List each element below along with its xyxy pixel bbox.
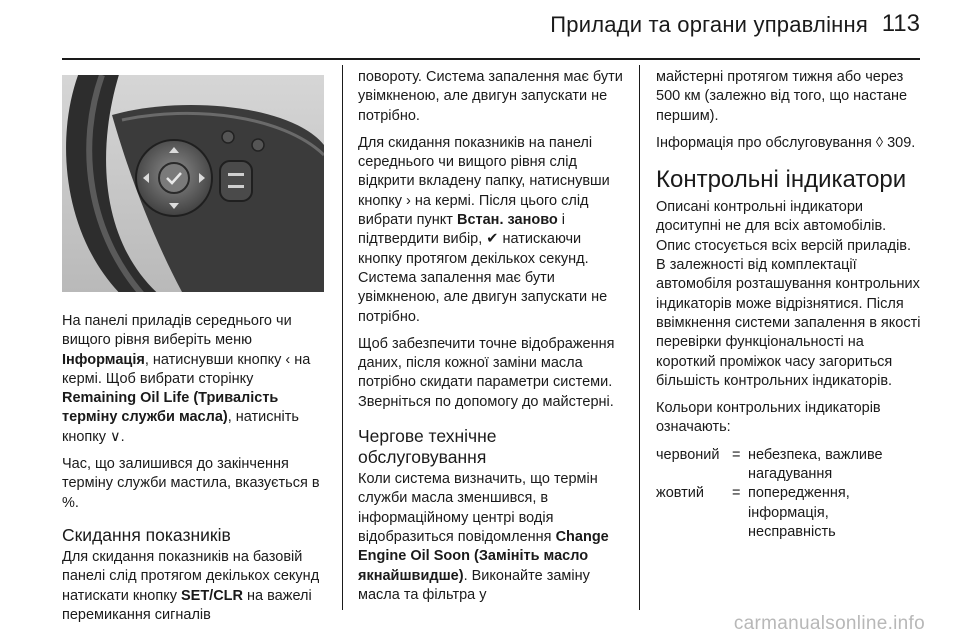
workshop-text: майстерні протягом тижня або через 500 км (залежно від того, що настане першим).: [656, 69, 908, 124]
header-title: Прилади та органи управління: [550, 12, 868, 37]
service-heading: Чергове технічне обслуговування: [358, 426, 497, 468]
definition-equals: =: [732, 485, 741, 502]
set-clr-label: SET/CLR: [180, 587, 244, 604]
reset-basic-text: Для скидання показників на базовій панелі слід протягом декількох секунд натискати кнопку SET/CLR на важелі перемикання сигналів: [62, 548, 320, 623]
definition-term: червоний: [656, 446, 720, 463]
steering-wheel-figure: [62, 75, 324, 292]
header-rule: [62, 58, 920, 60]
ignition-text: повороту. Система запалення має бути увімкненою, але двигун запускати не потрібно.: [358, 69, 623, 124]
color-definitions: [656, 446, 922, 542]
definition-term: жовтий: [656, 485, 704, 502]
definition-description: небезпека, важливе нагадування: [748, 446, 883, 483]
reset-heading: Скидання показників: [62, 524, 231, 545]
definition-description: попередження, інформація, несправність: [748, 485, 850, 540]
watermark: carmanualsonline.info: [733, 613, 925, 634]
indicators-heading: Контрольні індикатори: [656, 166, 907, 194]
column-divider-2: [639, 65, 640, 610]
definition-row: [656, 446, 922, 485]
steering-wheel-controls-illustration: [62, 75, 324, 292]
reset-advanced-text: Для скидання показників на панелі середнього чи вищого рівня слід відкрити вкладену папку, натиснувши кнопку › на кермі. Після цього слід вибрати пункт Встан. заново і підтвердити вибір, ✔ натискаючи кнопку протягом декількох секунд. Система запалення має бути увімкненою, але двигун запускати не потрібно.: [358, 134, 610, 325]
service-info-reference: Інформація про обслуговування ◊ 309.: [656, 134, 916, 151]
reset-menu-label: Встан. заново: [456, 212, 558, 229]
info-menu-label: Інформація: [62, 351, 145, 368]
change-oil-message-label: Change Engine Oil Soon (Замініть масло якнайшвидше): [358, 528, 609, 584]
definition-equals: =: [732, 446, 741, 463]
column-2: [358, 68, 626, 605]
column-divider-1: [342, 65, 343, 610]
remaining-time-text: Час, що залишився до закінчення терміну служби мастила, вказується в %.: [62, 456, 320, 511]
oil-life-menu-text: На панелі приладів середнього чи вищого рівня виберіть меню Інформація, натиснувши кнопку ‹ на кермі. Щоб вибрати сторінку Remaining Oil Life (Тривалість терміну служби масла), натисніть кнопку ∨.: [62, 313, 311, 445]
column-3: [656, 68, 922, 542]
remaining-oil-life-label: Remaining Oil Life (Тривалість терміну служби масла): [62, 390, 279, 426]
service-text: Коли система визначить, що термін служби масла зменшився, в інформаційному центрі водія відобразиться повідомлення Change Engine Oil Soon (Замініть масло якнайшвидше). Виконайте заміну масла та фільтра у: [358, 471, 609, 603]
page-number: 113: [881, 10, 920, 37]
indicators-text: Описані контрольні індикатори доситупні не для всіх автомобілів. Опис стосується всіх версій приладів. В залежності від комплектації автомобіля розташування контрольних індикаторів може відрізнятися. Після ввімкнення системи запалення в якості перевірки функціональності на короткий проміжок часу загориться більшість контрольних індикаторів.: [656, 199, 921, 389]
accuracy-text: Щоб забезпечити точне відображення даних, після кожної заміни масла потрібно скидати параметри системи. Зверніться по допомогу до майстерні.: [358, 335, 615, 410]
colors-intro-text: Кольори контрольних індикаторів означають:: [656, 400, 881, 436]
definition-row: [656, 484, 922, 542]
column-1: [62, 68, 328, 625]
